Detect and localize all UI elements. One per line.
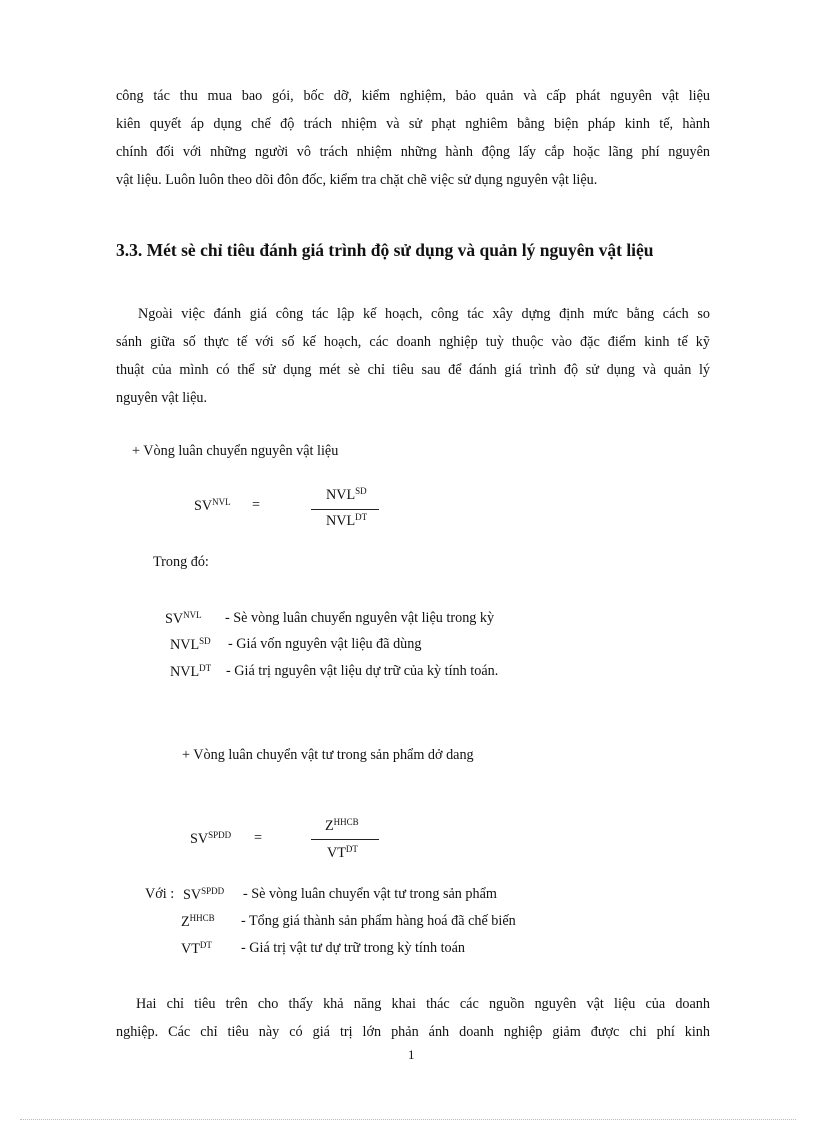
formula-symbol: VT (327, 845, 346, 861)
body-line: nguyên vật liệu. (116, 390, 208, 406)
formula-superscript: SD (355, 486, 367, 496)
definition-symbol (181, 940, 212, 958)
definition-text: - Sè vòng luân chuyển vật tư trong sản phẩm (243, 886, 497, 902)
definition-text: - Tổng giá thành sản phẩm hàng hoá đã chế biến (241, 913, 516, 929)
formula-superscript: NVL (212, 497, 231, 507)
formula-superscript: SPDD (208, 830, 232, 840)
intro-line: chính đối với những người vô trách nhiệm những hành động lấy cắp hoặc lãng phí nguyên (116, 144, 710, 160)
formula-superscript: DT (355, 512, 368, 522)
formula-symbol: Z (325, 818, 334, 834)
page-number: 1 (408, 1047, 415, 1062)
fraction-bar (311, 509, 379, 510)
formula-superscript: DT (345, 844, 358, 854)
symbol-text: Z (181, 914, 190, 930)
formula-lhs (194, 497, 231, 515)
closing-line: nghiệp. Các chỉ tiêu này có giá trị lớn phản ánh doanh nghiệp giảm được chi phí kinh (116, 1024, 710, 1040)
closing-line: Hai chỉ tiêu trên cho thấy khả năng khai thác các nguồn nguyên vật liệu của doanh (136, 996, 710, 1012)
with-label: Với : (145, 886, 175, 902)
formula-denominator (327, 844, 358, 862)
definition-symbol (170, 663, 211, 681)
definition-symbol (183, 886, 224, 904)
formula-superscript: HHCB (333, 817, 359, 827)
formula-symbol: SV (194, 498, 213, 514)
symbol-text: NVL (170, 637, 200, 653)
body-paragraph (116, 300, 710, 412)
formula-numerator (326, 486, 367, 504)
formula-symbol: NVL (326, 487, 356, 503)
formula-denominator (326, 512, 367, 530)
symbol-superscript: SPDD (201, 886, 225, 896)
symbol-text: SV (183, 887, 202, 903)
list-item: + Vòng luân chuyển vật tư trong sản phẩm dở dang (182, 747, 474, 763)
intro-line: kiên quyết áp dụng chế độ trách nhiệm và sử phạt nghiêm bằng biện pháp kinh tế, hành (116, 116, 710, 132)
body-line: thuật của mình có thể sử dụng mét sè chỉ tiêu sau để đánh giá trình độ sử dụng và quản lý (116, 362, 710, 378)
formula-equals: = (254, 830, 263, 846)
definition-text: - Giá vốn nguyên vật liệu đã dùng (228, 636, 422, 652)
definition-text: - Giá trị nguyên vật liệu dự trữ của kỳ tính toán. (226, 663, 499, 679)
definition-symbol (165, 610, 202, 628)
definition-text: - Sè vòng luân chuyển nguyên vật liệu trong kỳ (225, 610, 495, 626)
formula-equals: = (252, 497, 261, 513)
symbol-superscript: SD (199, 636, 211, 646)
definition-text: - Giá trị vật tư dự trữ trong kỳ tính toán (241, 940, 466, 956)
closing-paragraph (116, 990, 710, 1046)
symbol-superscript: NVL (183, 610, 202, 620)
symbol-text: NVL (170, 664, 200, 680)
symbol-superscript: DT (199, 663, 212, 673)
page-bottom-divider (20, 1119, 796, 1120)
body-line: Ngoài việc đánh giá công tác lập kế hoạch, công tác xây dựng định mức bằng cách so (138, 306, 710, 322)
fraction-bar (311, 839, 379, 840)
symbol-text: VT (181, 941, 200, 957)
body-line: sánh giữa số thực tế với số kế hoạch, các doanh nghiệp tuỳ thuộc vào đặc điểm kinh tế kỹ (116, 334, 710, 350)
symbol-superscript: HHCB (189, 913, 215, 923)
formula-symbol: NVL (326, 513, 356, 529)
list-item: + Vòng luân chuyển nguyên vật liệu (132, 443, 339, 459)
intro-line: vật liệu. Luôn luôn theo dõi đôn đốc, kiểm tra chặt chẽ việc sử dụng nguyên vật liệu. (116, 172, 598, 188)
formula-numerator (325, 817, 359, 835)
symbol-text: SV (165, 611, 184, 627)
symbol-superscript: DT (199, 940, 212, 950)
formula-symbol: SV (190, 831, 209, 847)
section-heading: 3.3. Mét sè chỉ tiêu đánh giá trình độ sử dụng và quản lý nguyên vật liệu (116, 240, 654, 260)
definition-symbol (181, 913, 215, 931)
definition-symbol (170, 636, 211, 654)
formula-lhs (190, 830, 231, 848)
intro-paragraph (116, 82, 710, 194)
where-label: Trong đó: (153, 554, 209, 570)
intro-line: công tác thu mua bao gói, bốc dỡ, kiểm nghiệm, bảo quản và cấp phát nguyên vật liệu (116, 88, 710, 104)
